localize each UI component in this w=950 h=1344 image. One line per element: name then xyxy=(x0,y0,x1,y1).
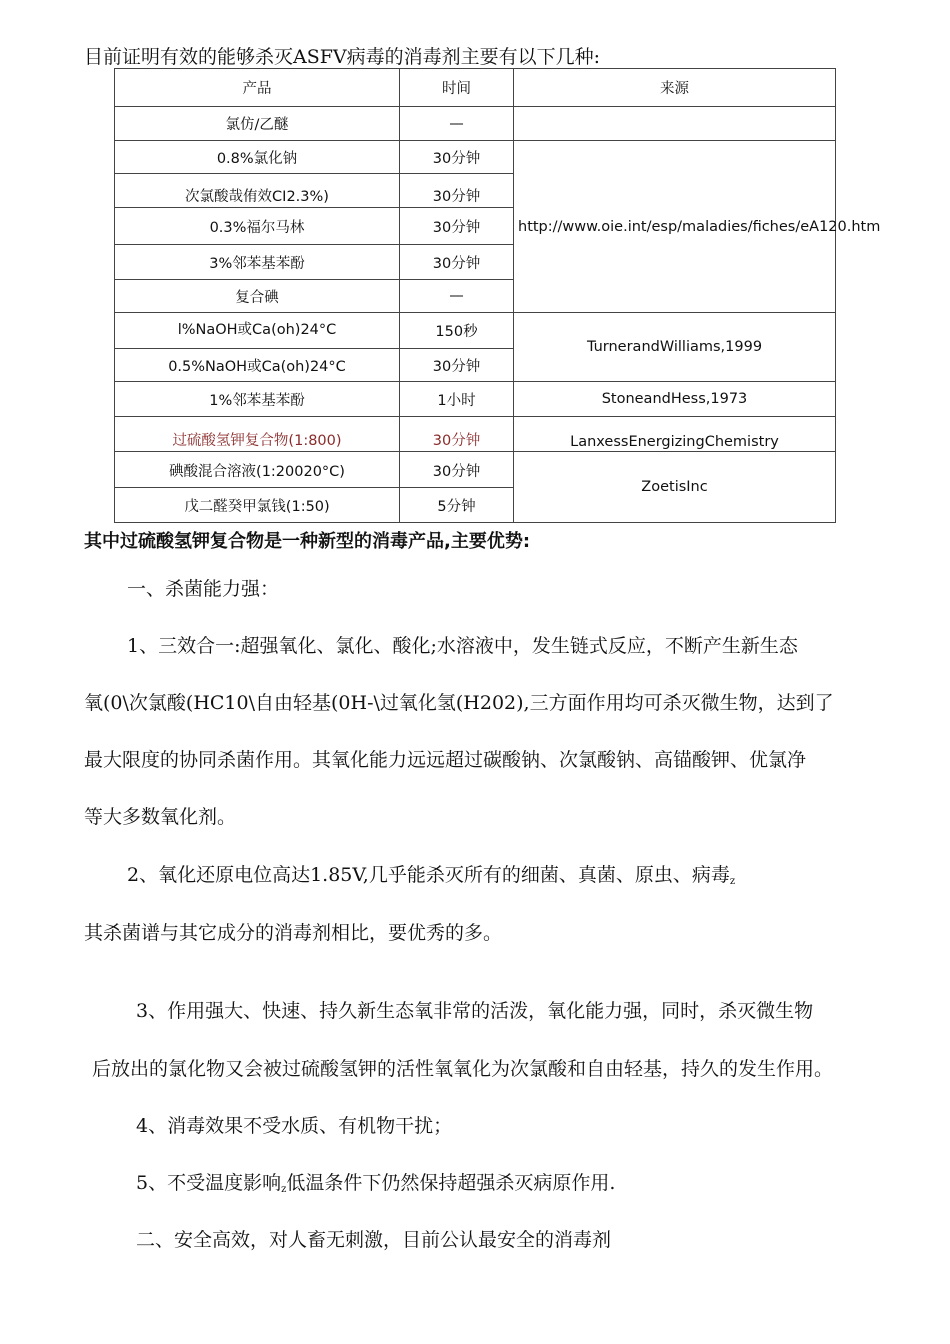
disinfectant-table xyxy=(114,68,881,523)
product-cell: 0.3%福尔马林 xyxy=(115,208,400,245)
product-cell: 3%邻苯基苯酚 xyxy=(115,245,400,280)
product-cell: 碘酸混合溶液(1:20020°C) xyxy=(115,452,400,488)
paragraph-5 xyxy=(136,1168,615,1195)
subheading-1: 一、杀菌能力强： xyxy=(127,578,280,600)
time-cell: 150秒 xyxy=(400,313,514,349)
time-cell: 30分钟 xyxy=(400,349,514,382)
source-cell: StoneandHess,1973 xyxy=(514,382,836,417)
time-cell: — xyxy=(400,280,514,313)
product-cell: 次氯酸哉侑效CI2.3%) xyxy=(115,174,400,208)
source-cell xyxy=(514,107,836,141)
subscript-mark: z xyxy=(729,876,736,887)
source-cell-zoetis: ZoetisInc xyxy=(514,452,836,523)
time-cell: 30分钟 xyxy=(400,208,514,245)
table-row xyxy=(115,452,836,488)
table-row xyxy=(115,141,836,174)
table-row xyxy=(115,382,836,417)
paragraph-1-line-2: 氧(0\次氯酸(HC10\自由轻基(0H-\过氧化氢(H202),三方面作用均可杀灭微生物，达到了 xyxy=(84,692,834,714)
paragraph-2-text: 2、氧化还原电位高达1.85V,几乎能杀灭所有的细菌、真菌、原虫、病毒 xyxy=(127,864,730,886)
source-cell-turner: TurnerandWilliams,1999 xyxy=(514,313,836,382)
paragraph-1-line-1: 1、三效合一:超强氧化、氯化、酸化;水溶液中，发生链式反应，不断产生新生态 xyxy=(127,635,798,657)
table-header-row xyxy=(115,69,836,107)
header-source: 来源 xyxy=(514,69,836,107)
header-product: 产品 xyxy=(115,69,400,107)
time-cell: 30分钟 xyxy=(400,245,514,280)
header-time: 时间 xyxy=(400,69,514,107)
time-cell: 30分钟 xyxy=(400,417,514,452)
time-cell: — xyxy=(400,107,514,141)
paragraph-3-line-1: 3、作用强大、快速、持久新生态氧非常的活泼，氧化能力强，同时，杀灭微生物 xyxy=(136,1000,814,1022)
paragraph-1-line-4: 等大多数氧化剂。 xyxy=(84,806,237,828)
paragraph-5-text-a: 5、不受温度影响 xyxy=(136,1172,282,1194)
source-cell-oie: http://www.oie.int/esp/maladies/fiches/eA120.htm xyxy=(514,141,836,313)
paragraph-2-line-2: 其杀菌谱与其它成分的消毒剂相比，要优秀的多。 xyxy=(84,922,503,944)
table-row xyxy=(115,313,836,349)
subheading-2: 二、安全高效，对人畜无刺激，目前公认最安全的消毒剂 xyxy=(136,1229,612,1251)
product-cell: 戊二醛癸甲氯钱(1:50) xyxy=(115,488,400,523)
product-cell: 0.8%氯化钠 xyxy=(115,141,400,174)
product-cell: l%NaOH或Ca(oh)24°C xyxy=(115,313,400,349)
paragraph-3-line-2: 后放出的氯化物又会被过硫酸氢钾的活性氧氧化为次氯酸和自由轻基，持久的发生作用。 xyxy=(92,1058,834,1080)
paragraph-2-line-1 xyxy=(127,860,735,887)
table-row-highlight xyxy=(115,417,836,452)
paragraph-5-text-b: 低温条件下仍然保持超强杀灭病原作用. xyxy=(286,1172,616,1194)
section-heading: 其中过硫酸氢钾复合物是一种新型的消毒产品,主要优势: xyxy=(84,531,531,552)
paragraph-1-line-3: 最大限度的协同杀菌作用。其氧化能力远远超过碳酸钠、次氯酸钠、高锚酸钾、优氯净 xyxy=(84,749,807,771)
product-cell: 过硫酸氢钾复合物(1:800) xyxy=(115,417,400,452)
time-cell: 30分钟 xyxy=(400,452,514,488)
paragraph-4: 4、消毒效果不受水质、有机物干扰； xyxy=(136,1115,453,1137)
time-cell: 30分钟 xyxy=(400,174,514,208)
time-cell: 30分钟 xyxy=(400,141,514,174)
intro-text: 目前证明有效的能够杀灭ASFV病毒的消毒剂主要有以下几种: xyxy=(84,46,601,68)
product-cell: 氯仿/乙醚 xyxy=(115,107,400,141)
product-cell: 复合碘 xyxy=(115,280,400,313)
time-cell: 5分钟 xyxy=(400,488,514,523)
product-cell: 0.5%NaOH或Ca(oh)24°C xyxy=(115,349,400,382)
source-cell: LanxessEnergizingChemistry xyxy=(514,417,836,452)
product-cell: 1%邻苯基苯酚 xyxy=(115,382,400,417)
time-cell: 1小时 xyxy=(400,382,514,417)
table-row xyxy=(115,107,836,141)
subscript-mark: z xyxy=(281,1184,287,1195)
